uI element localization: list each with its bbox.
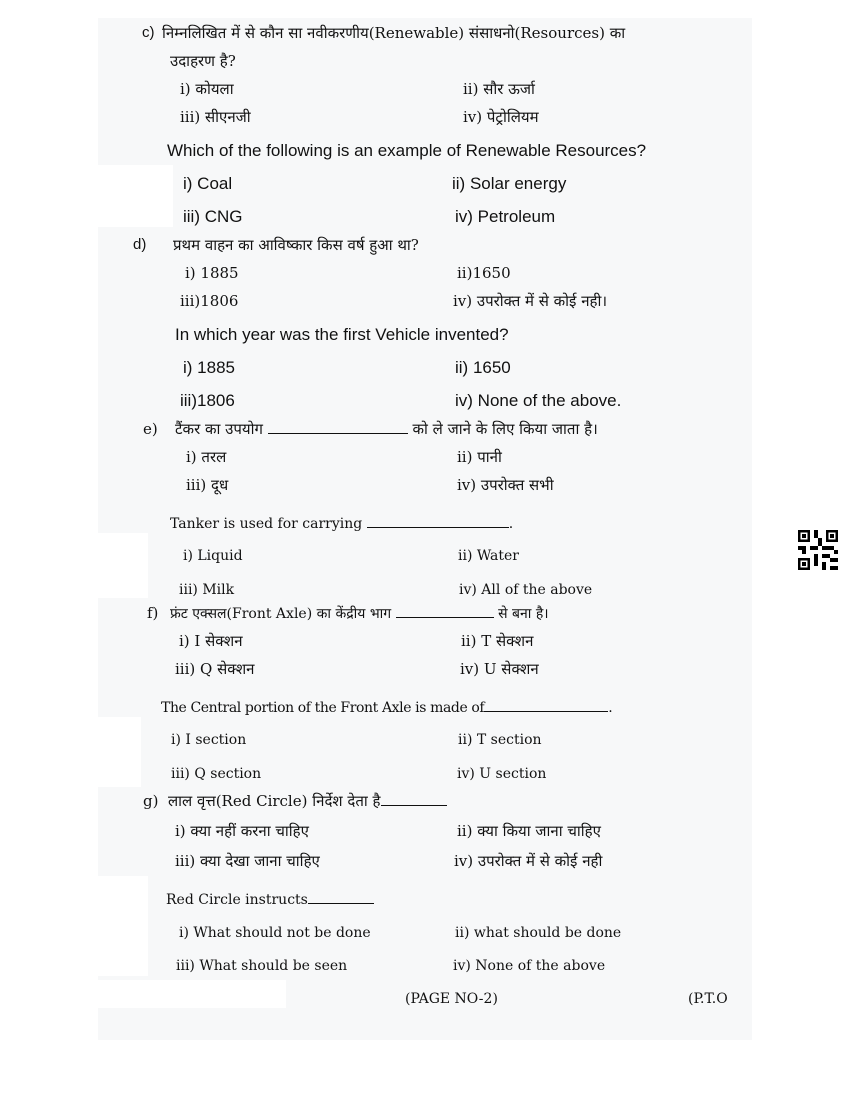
qr-code-icon <box>798 530 838 570</box>
option: iii) क्या देखा जाना चाहिए <box>175 852 320 870</box>
option: i) Liquid <box>183 548 243 564</box>
option: iv) उपरोक्त में से कोई नही। <box>453 292 608 310</box>
question-label: g) <box>143 792 159 810</box>
white-patch <box>98 165 173 227</box>
option: ii) Solar energy <box>452 174 567 193</box>
option: ii) 1650 <box>455 358 511 377</box>
option: iii) सीएनजी <box>180 108 251 126</box>
question-text-en: Which of the following is an example of Renewable Resources? <box>167 141 647 160</box>
option: ii) सौर ऊर्जा <box>463 80 535 98</box>
question-text-en: Tanker is used for carrying . <box>170 513 513 534</box>
pto-label: (P.T.O <box>688 991 728 1007</box>
option: i) कोयला <box>180 80 234 98</box>
option: iv) U section <box>457 766 547 782</box>
option: iii) Q सेक्शन <box>175 660 255 678</box>
question-text-hi: लाल वृत्त(Red Circle) निर्देश देता है <box>168 791 447 811</box>
option: iv) उपरोक्त में से कोई नही <box>454 852 603 870</box>
white-patch <box>98 980 286 1008</box>
option: iv) उपरोक्त सभी <box>457 476 554 494</box>
white-patch <box>98 533 148 598</box>
option: ii) what should be done <box>455 925 622 941</box>
question-text-en: In which year was the first Vehicle invented? <box>175 325 509 344</box>
option: iii) दूध <box>186 476 229 494</box>
option: ii) T section <box>458 732 542 748</box>
option: iv) None of the above <box>453 958 606 974</box>
white-patch <box>98 876 148 976</box>
option: i) What should not be done <box>179 925 371 941</box>
question-text-hi: प्रथम वाहन का आविष्कार किस वर्ष हुआ था? <box>173 236 419 254</box>
page-number: (PAGE NO-2) <box>405 991 498 1007</box>
option: iv) पेट्रोलियम <box>463 108 539 126</box>
option: ii) पानी <box>457 448 502 466</box>
option: ii) T सेक्शन <box>461 632 534 650</box>
question-text-en: Red Circle instructs <box>166 889 374 910</box>
option: iv) U सेक्शन <box>460 660 539 678</box>
option: iii) CNG <box>183 207 243 226</box>
option: i) 1885 <box>183 358 235 377</box>
question-text-hi: उदाहरण है? <box>170 52 236 70</box>
question-label: c) <box>142 24 155 41</box>
option: iv) None of the above. <box>455 391 622 410</box>
question-label: e) <box>143 420 158 438</box>
option: ii) Water <box>458 548 519 564</box>
option: i) I सेक्शन <box>179 632 243 650</box>
question-text-hi: टैंकर का उपयोग को ले जाने के लिए किया जाता है। <box>175 420 598 438</box>
question-label: d) <box>133 236 147 253</box>
option: iv) All of the above <box>459 582 593 598</box>
option: iii) What should be seen <box>176 958 348 974</box>
option: iii)1806 <box>180 292 239 310</box>
option: ii) क्या किया जाना चाहिए <box>457 822 601 840</box>
question-text-hi: निम्नलिखित में से कौन सा नवीकरणीय(Renewable) संसाधनो(Resources) का <box>162 24 626 42</box>
option: iii) Q section <box>171 766 262 782</box>
option: iii) Milk <box>179 582 235 598</box>
question-label: f) <box>147 604 159 622</box>
option: iv) Petroleum <box>455 207 556 226</box>
question-text-hi: फ्रंट एक्सल(Front Axle) का केंद्रीय भाग से बना है। <box>170 603 549 624</box>
option: iii)1806 <box>180 391 235 410</box>
option: i) तरल <box>186 448 227 466</box>
option: i) 1885 <box>185 264 239 282</box>
option: i) I section <box>171 732 247 748</box>
white-patch <box>98 717 141 787</box>
option: ii)1650 <box>457 264 511 282</box>
question-text-en: The Central portion of the Front Axle is made of . <box>161 697 612 718</box>
option: i) क्या नहीं करना चाहिए <box>175 822 309 840</box>
option: i) Coal <box>183 174 233 193</box>
